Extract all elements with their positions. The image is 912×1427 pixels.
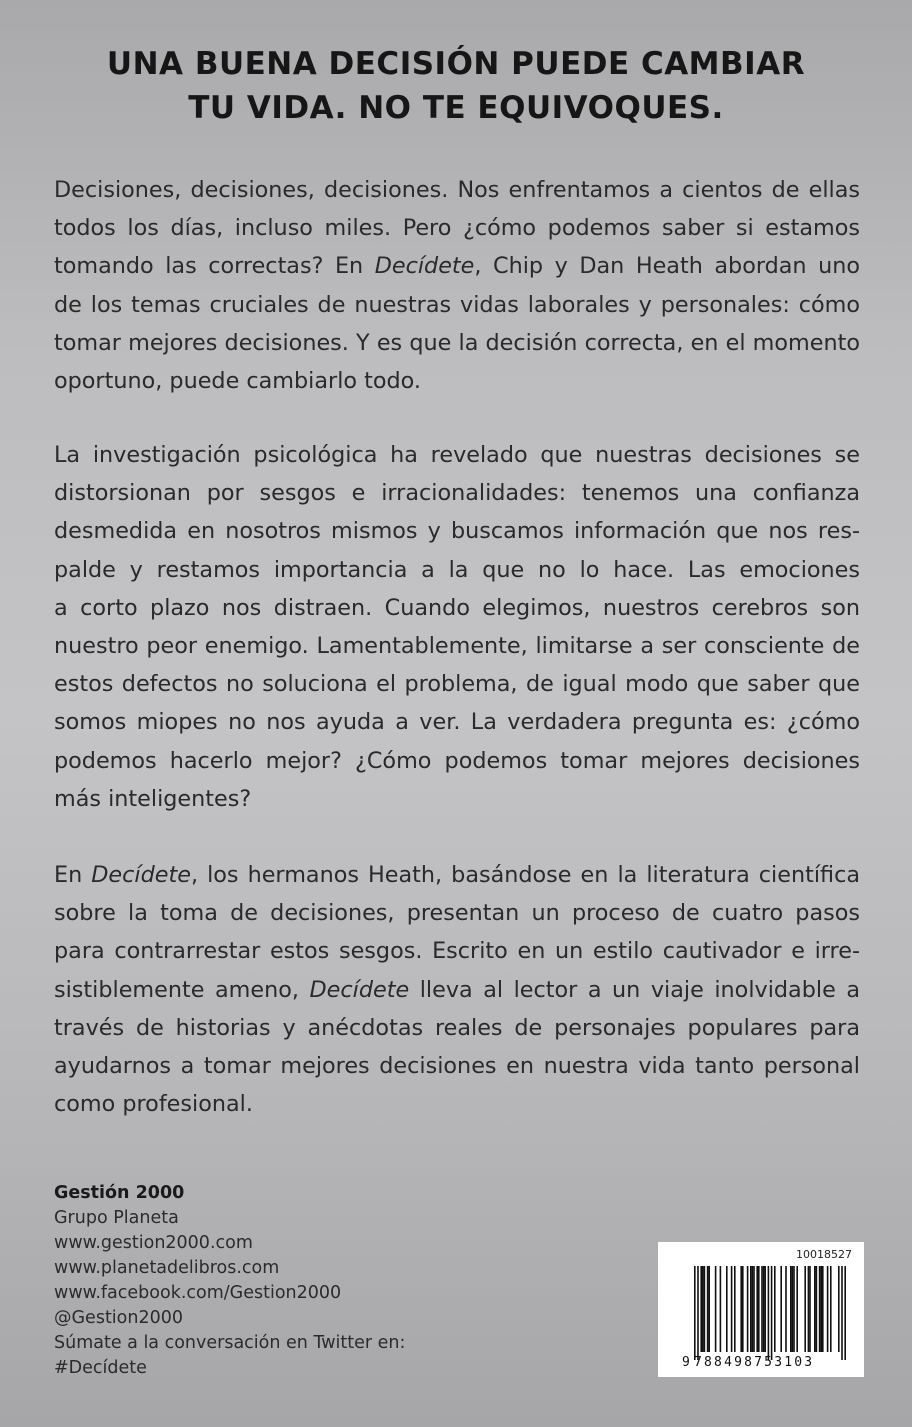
barcode-bar [700,1266,702,1352]
barcode-bar [694,1266,696,1360]
barcode-bar [785,1266,787,1352]
barcode-first-digit: 9 [682,1355,690,1370]
text-line: desmedida en nosotros mismos y buscamos información que nos res- [54,518,860,545]
barcode-code: 10018527 [796,1248,852,1261]
barcode-bar [820,1266,822,1352]
barcode-bar [804,1266,806,1352]
twitter-cta: Súmate a la conversación en Twitter en: [54,1333,406,1353]
book-title: Decídete [309,976,410,1003]
publisher-name: Gestión 2000 [54,1183,185,1203]
barcode-bar [715,1266,717,1352]
paragraph-intro [54,171,860,400]
headline-line-2: TU VIDA. NO TE EQUIVOQUES. [188,90,724,126]
barcode-bar [720,1266,722,1352]
barcode-bar [734,1266,736,1352]
text-line: somos miopes no nos ayuda a ver. La verdadera pregunta es: ¿cómo [54,709,860,736]
barcode-digits: 788498753103 [694,1355,815,1370]
text-line: para contrarrestar estos sesgos. Escrito en un estilo cautivador e irre- [54,938,860,965]
barcode-bar [796,1266,798,1352]
text-line: podemos hacerlo mejor? ¿Cómo podemos tomar mejores decisiones [54,747,860,774]
text-line: En Decídete, los hermanos Heath, basándose en la literatura científica [54,862,860,888]
barcode-bar [814,1266,816,1352]
barcode-bar [827,1266,829,1352]
text-line: distorsionan por sesgos e irracionalidades: tenemos una confianza [54,480,860,507]
barcode-bar [774,1266,776,1352]
text-line: a corto plazo nos distraen. Cuando elegimos, nuestros cerebros son [54,594,860,621]
text-line: nuestro peor enemigo. Lamentablemente, limitarse a ser consciente de [54,633,860,660]
text-line: todos los días, incluso miles. Pero ¿cómo podemos saber si estamos [54,215,860,242]
barcode-bar [708,1266,710,1352]
barcode-bar [768,1266,770,1360]
publisher-group: Grupo Planeta [54,1208,179,1228]
text-line: palde y restamos importancia a la que no lo hace. Las emociones [54,556,860,583]
barcode-bar [747,1266,749,1352]
publisher-website-planeta: www.planetadelibros.com [54,1258,280,1278]
barcode-bar [793,1266,795,1352]
barcode-label [658,1242,864,1377]
text-line: oportuno, puede cambiarlo todo. [54,368,422,395]
barcode-bar [838,1266,840,1352]
barcode-bar [726,1266,728,1352]
barcode-bar [704,1266,706,1352]
barcode-bar [792,1266,794,1352]
barcode-bar [816,1266,818,1352]
barcode-bar [758,1266,760,1352]
text-line: Decisiones, decisiones, decisiones. Nos enfrentamos a cientos de ellas [54,177,860,203]
barcode-bar [763,1266,765,1352]
barcode-bar [764,1266,766,1352]
barcode-bar [822,1266,824,1352]
barcode-bar [841,1266,843,1360]
text-line: tomando las correctas? En Decídete, Chip y Dan Heath abordan uno [54,253,860,280]
barcode-bar [707,1266,709,1352]
text-line: través de historias y anécdotas reales de personajes populares para [54,1014,860,1041]
text-line: estos defectos no soluciona el problema, de igual modo que saber que [54,671,860,698]
barcode-bar [753,1266,755,1352]
text-line: ayudarnos a tomar mejores decisiones en nuestra vida tanto personal [54,1053,860,1080]
barcode-bar [731,1266,733,1352]
publisher-facebook: www.facebook.com/Gestion2000 [54,1283,342,1303]
barcode-bar [771,1266,773,1360]
text-line: La investigación psicológica ha revelado que nuestras decisiones se [54,442,860,468]
barcode-bar [809,1266,811,1352]
headline [0,42,912,130]
barcode-bar [702,1266,704,1352]
barcode-bar [790,1266,792,1352]
barcode-bar [740,1266,742,1352]
publisher-info [54,1181,405,1381]
text-line: como profesional. [54,1091,253,1118]
paragraph-summary [54,856,860,1123]
headline-line-1: UNA BUENA DECISIÓN PUEDE CAMBIAR [106,46,806,82]
text-line: sobre la toma de decisiones, presentan un proceso de cuatro pasos [54,900,860,927]
barcode-bar [761,1266,763,1352]
barcode-bar [808,1266,810,1352]
barcode-bar [756,1266,758,1352]
text-line: tomar mejores decisiones. Y es que la decisión correcta, en el momento [54,329,860,356]
publisher-website: www.gestion2000.com [54,1233,253,1253]
text-line: de los temas cruciales de nuestras vidas laborales y personales: cómo [54,291,860,318]
barcode-bar [819,1266,821,1352]
barcode-bar [742,1266,744,1352]
book-title: Decídete [91,862,191,888]
publisher-twitter: @Gestion2000 [54,1308,184,1328]
paragraph-psychology [54,436,860,818]
barcode-bar [750,1266,752,1352]
barcode-bar [697,1266,699,1360]
barcode-bar [780,1266,782,1352]
barcode-bar [830,1266,832,1352]
hashtag: #Decídete [54,1358,147,1378]
barcode-bar [844,1266,846,1360]
book-title: Decídete [374,253,475,280]
text-line: más inteligentes? [54,785,252,812]
text-line: sistiblemente ameno, Decídete lleva al lector a un viaje inolvidable a [54,976,860,1003]
barcode-bar [752,1266,754,1352]
